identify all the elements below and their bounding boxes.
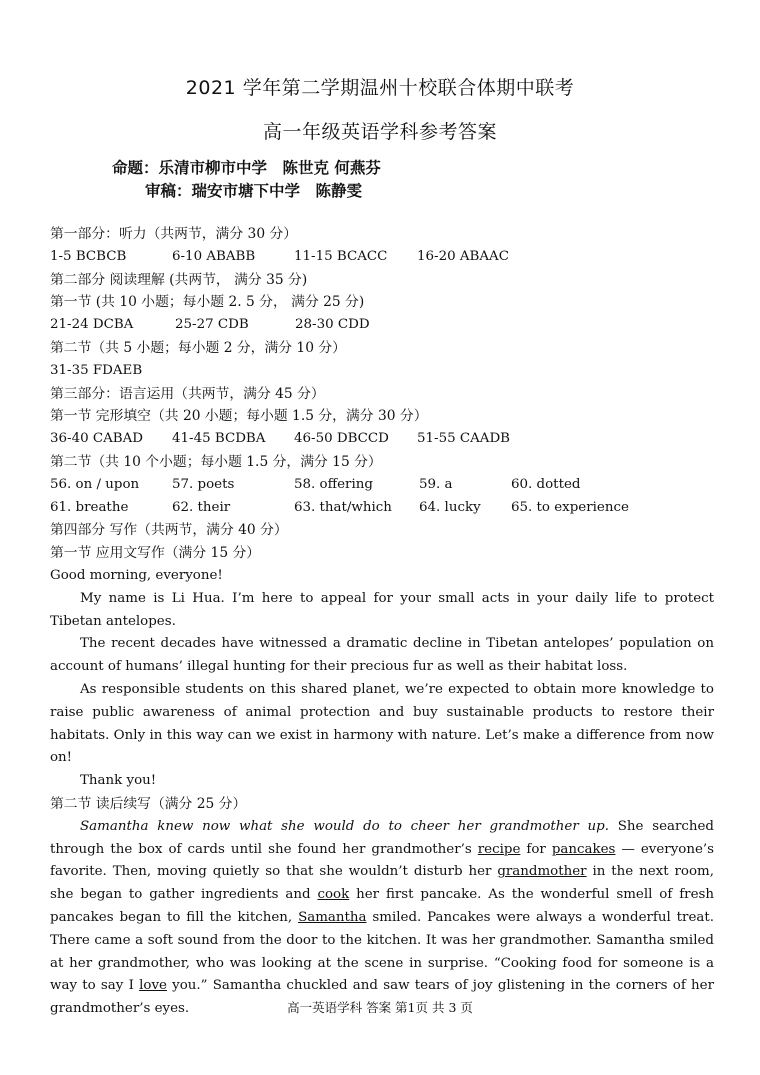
fill-answer: 61. breathe bbox=[50, 499, 129, 515]
part3-sec1-answers bbox=[50, 428, 714, 451]
part3-sec2-row1 bbox=[50, 474, 714, 497]
part3-sec2-heading: 第二节（共 10 个小题；每小题 1.5 分，满分 15 分） bbox=[50, 453, 382, 470]
story-given-sentence: Samantha knew now what she would do to cheer her grandmother up. bbox=[80, 818, 609, 834]
fill-answer: 57. poets bbox=[172, 476, 235, 492]
fill-answer: 56. on / upon bbox=[50, 476, 140, 492]
essay-greeting: Good morning, everyone! bbox=[50, 567, 223, 583]
part2-sec1-heading: 第一节 (共 10 小题；每小题 2. 5 分， 满分 25 分) bbox=[50, 294, 365, 311]
part2-heading: 第二部分 阅读理解 (共两节， 满分 35 分) bbox=[50, 271, 308, 288]
essay-closing: Thank you! bbox=[80, 773, 157, 789]
fill-answer: 63. that/which bbox=[294, 499, 392, 515]
fill-answer: 62. their bbox=[172, 499, 231, 515]
fill-answer: 64. lucky bbox=[419, 499, 481, 515]
part2-sec2-heading: 第二节（共 5 小题；每小题 2 分，满分 10 分） bbox=[50, 339, 346, 356]
underlined-word: grandmother bbox=[497, 864, 587, 880]
answer-content bbox=[50, 223, 714, 1021]
essay-paragraph: The recent decades have witnessed a dramatic decline in Tibetan antelopes’ population on account of humans’ illegal hunting for their precious fur as well as their habitat loss. bbox=[50, 636, 714, 675]
underlined-word: pancakes bbox=[551, 841, 616, 857]
exam-title: 2021 学年第二学期温州十校联合体期中联考 bbox=[185, 77, 575, 99]
answer-group: 1-5 BCBCB bbox=[50, 248, 127, 264]
part3-heading: 第三部分：语言运用（共两节，满分 45 分） bbox=[50, 385, 325, 402]
part3-sec2-row2 bbox=[50, 497, 714, 520]
essay-paragraph: As responsible students on this shared planet, we’re expected to obtain more knowledge to raise public awareness of animal protection and buy sustainable products to restore their habitats. Only in this way can we exist in harmony with nature. Let’s make a difference from now on! bbox=[50, 681, 714, 766]
underlined-word: cook bbox=[317, 887, 350, 903]
answer-group: 16-20 ABAAC bbox=[417, 248, 509, 264]
author-line: 命题：乐清市柳市中学 陈世克 何燕芬 bbox=[112, 159, 381, 177]
fill-answer: 65. to experience bbox=[511, 499, 629, 515]
essay-paragraph: My name is Li Hua. I’m here to appeal for your small acts in your daily life to protect Tibetan antelopes. bbox=[50, 590, 714, 629]
part4-sec2-heading: 第二节 读后续写（满分 25 分） bbox=[50, 795, 247, 812]
underlined-word: Samantha bbox=[298, 909, 367, 925]
part4-sec1-heading: 第一节 应用文写作（满分 15 分） bbox=[50, 545, 261, 562]
fill-answer: 59. a bbox=[419, 476, 453, 492]
part2-sec1-answers bbox=[50, 314, 714, 337]
reviewer-line: 审稿：瑞安市塘下中学 陈静雯 bbox=[145, 182, 363, 200]
part4-heading: 第四部分 写作（共两节，满分 40 分） bbox=[50, 522, 288, 539]
answer-group: 51-55 CAADB bbox=[417, 431, 511, 447]
page-footer: 高一英语学科 答案 第1页 共 3 页 bbox=[287, 1000, 473, 1015]
part1-heading: 第一部分：听力（共两节，满分 30 分） bbox=[50, 226, 298, 242]
fill-answer: 60. dotted bbox=[511, 476, 581, 492]
fill-answer: 58. offering bbox=[294, 476, 373, 492]
underlined-word: love bbox=[139, 978, 167, 994]
answer-group: 25-27 CDB bbox=[175, 317, 249, 333]
answer-group: 41-45 BCDBA bbox=[172, 431, 266, 447]
part1-answers bbox=[50, 246, 714, 269]
part2-sec2-answers: 31-35 FDAEB bbox=[50, 362, 143, 378]
continuation-story: Samantha knew now what she would do to cheer her grandmother up. She searched through the box of cards until she found her grandmother’s recipe for pancakes — everyone’s favorite. Then, moving quietly so that she wouldn’t disturb her grandmother in the next room, she began to gather ingredients and cook her first pancake. As the wonderful smell of fresh pancakes began to fill the kitchen, Samantha smiled. Pancakes were always a wonderful treat. There came a soft sound from the door to the kitchen. It was her grandmother. Samantha smiled at her grandmother, who was looking at the scene in surprise. “Cooking food for someone is a way to say I love you.” Samantha chuckled and saw tears of joy glistening in the corners of her grandmother’s eyes. bbox=[50, 818, 714, 1017]
answer-group: 36-40 CABAD bbox=[50, 431, 144, 447]
answer-group: 11-15 BCACC bbox=[294, 248, 388, 264]
answer-group: 21-24 DCBA bbox=[50, 317, 134, 333]
answer-group: 6-10 ABABB bbox=[172, 248, 256, 264]
answer-group: 28-30 CDD bbox=[295, 317, 370, 333]
exam-subtitle: 高一年级英语学科参考答案 bbox=[262, 121, 497, 143]
answer-group: 46-50 DBCCD bbox=[294, 431, 389, 447]
underlined-word: recipe bbox=[477, 841, 521, 857]
part3-sec1-heading: 第一节 完形填空（共 20 小题；每小题 1.5 分，满分 30 分） bbox=[50, 408, 428, 425]
